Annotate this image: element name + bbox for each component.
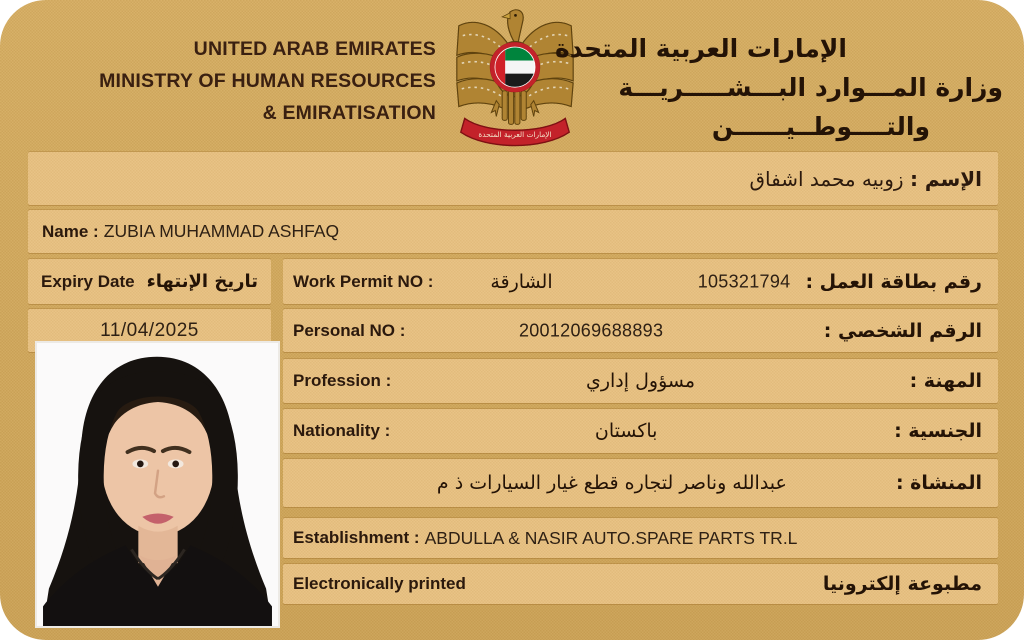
work-permit-label-ar: رقم بطاقة العمل :: [805, 270, 982, 293]
printed-label-ar: مطبوعة إلكترونيا: [822, 573, 982, 595]
name-english-value: ZUBIA MUHAMMAD ASHFAQ: [103, 221, 340, 241]
personal-number-row: [283, 309, 998, 352]
ministry-title-ar-line3: والتــــوطــيــــــن: [711, 112, 930, 141]
expiry-date-header-box: [28, 259, 271, 304]
name-english-label: Name :: [42, 222, 99, 241]
ministry-title-en-line1: UNITED ARAB EMIRATES: [193, 38, 436, 60]
work-permit-label-en: Work Permit NO :: [293, 271, 434, 291]
name-english-text: [42, 221, 339, 242]
name-arabic-label: الإسم :: [909, 166, 982, 191]
name-arabic-value: زوبيه محمد اشفاق: [749, 166, 904, 191]
work-permit-emirate: الشارقة: [490, 270, 553, 293]
expiry-date-value: 11/04/2025: [100, 319, 199, 341]
name-arabic-text: [749, 167, 982, 191]
emblem-banner-text: الإمارات العربية المتحدة: [478, 130, 552, 140]
personal-number-label-en: Personal NO :: [293, 320, 406, 340]
profession-row: [283, 359, 998, 403]
nationality-row: [283, 409, 998, 453]
expiry-date-label-en: Expiry Date: [41, 271, 135, 291]
establishment-label-ar: المنشاة :: [895, 472, 982, 494]
name-arabic-row: [28, 152, 998, 205]
ministry-title-en-line3: & EMIRATISATION: [262, 102, 436, 124]
portrait-photo-drawing: [37, 343, 278, 626]
establishment-english-row: [283, 518, 998, 558]
work-permit-number: 105321794: [697, 271, 791, 291]
ministry-title-en-line2: MINISTRY OF HUMAN RESOURCES: [99, 70, 436, 92]
ministry-title-ar-line2: وزارة المـــوارد البـــشـــــريـــة: [618, 73, 1003, 102]
ministry-title-ar-line1: الإمارات العربية المتحدة: [554, 34, 847, 63]
electronically-printed-label: Electronically printed: [293, 574, 466, 593]
work-permit-row: [283, 259, 998, 304]
establishment-label-en: Establishment :: [293, 528, 420, 547]
establishment-arabic-row: [283, 459, 998, 507]
uae-emblem-icon: [452, 6, 578, 148]
name-english-row: [28, 210, 998, 253]
profession-value: مسؤول إداري: [585, 370, 696, 392]
establishment-value-ar: عبدالله وناصر لتجاره قطع غيار السيارات ذ م: [436, 472, 787, 494]
nationality-label-en: Nationality :: [293, 421, 391, 440]
nationality-value: باكستان: [594, 420, 658, 442]
personal-number-value: 20012069688893: [518, 320, 664, 340]
profession-label-ar: المهنة :: [909, 370, 982, 392]
establishment-value-en: ABDULLA & NASIR AUTO.SPARE PARTS TR.L: [424, 527, 798, 548]
electronically-printed-row: [283, 564, 998, 604]
ministry-title-en: [58, 33, 436, 129]
portrait-photo: [35, 341, 280, 628]
nationality-label-ar: الجنسية :: [894, 420, 982, 442]
profession-label-en: Profession :: [293, 371, 392, 390]
personal-number-label-ar: الرقم الشخصي :: [823, 319, 982, 342]
expiry-date-label-ar: تاريخ الإنتهاء: [146, 271, 258, 292]
